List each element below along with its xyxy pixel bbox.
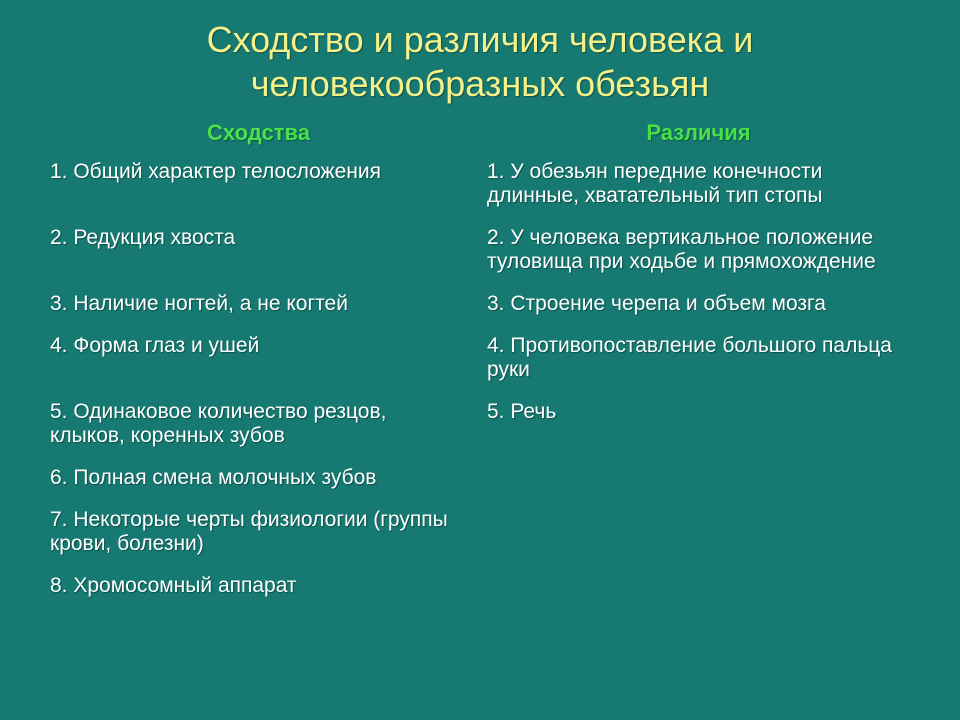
- table-row: [40, 154, 920, 220]
- similarity-cell: 6. Полная смена молочных зубов: [50, 466, 377, 489]
- table-row: [40, 502, 920, 568]
- difference-cell: 1. У обезьян передние конечности длинные, хватательный тип стопы: [487, 160, 823, 207]
- header-differences: Различия: [646, 120, 751, 145]
- header-similarities: Сходства: [207, 120, 310, 145]
- table-row: [40, 568, 920, 610]
- difference-cell: [477, 568, 920, 610]
- table-row: [40, 286, 920, 328]
- comparison-table: [40, 116, 920, 610]
- table-row: [40, 394, 920, 460]
- similarity-cell: 3. Наличие ногтей, а не когтей: [50, 292, 348, 315]
- similarity-cell: 1. Общий характер телосложения: [50, 160, 381, 183]
- similarity-cell: 4. Форма глаз и ушей: [50, 334, 260, 357]
- difference-cell: 3. Строение черепа и объем мозга: [487, 292, 826, 315]
- similarity-cell: 2. Редукция хвоста: [50, 226, 236, 249]
- table-row: [40, 220, 920, 286]
- slide-title-line-2: человекообразных обезьян: [250, 63, 710, 104]
- similarity-cell: 5. Одинаковое количество резцов, клыков, коренных зубов: [50, 400, 387, 447]
- similarity-cell: 7. Некоторые черты физиологии (группы крови, болезни): [50, 508, 448, 555]
- slide-title-line-1: Сходство и различия человека и: [206, 19, 754, 60]
- difference-cell: [477, 502, 920, 568]
- slide-title: [0, 18, 960, 106]
- difference-cell: 2. У человека вертикальное положение туловища при ходьбе и прямохождение: [487, 226, 876, 273]
- difference-cell: 4. Противопоставление большого пальца руки: [487, 334, 892, 381]
- similarity-cell: 8. Хромосомный аппарат: [50, 574, 297, 597]
- difference-cell: 5. Речь: [487, 400, 557, 423]
- table-row: [40, 328, 920, 394]
- table-row: [40, 460, 920, 502]
- table-header-row: [40, 116, 920, 154]
- difference-cell: [477, 460, 920, 502]
